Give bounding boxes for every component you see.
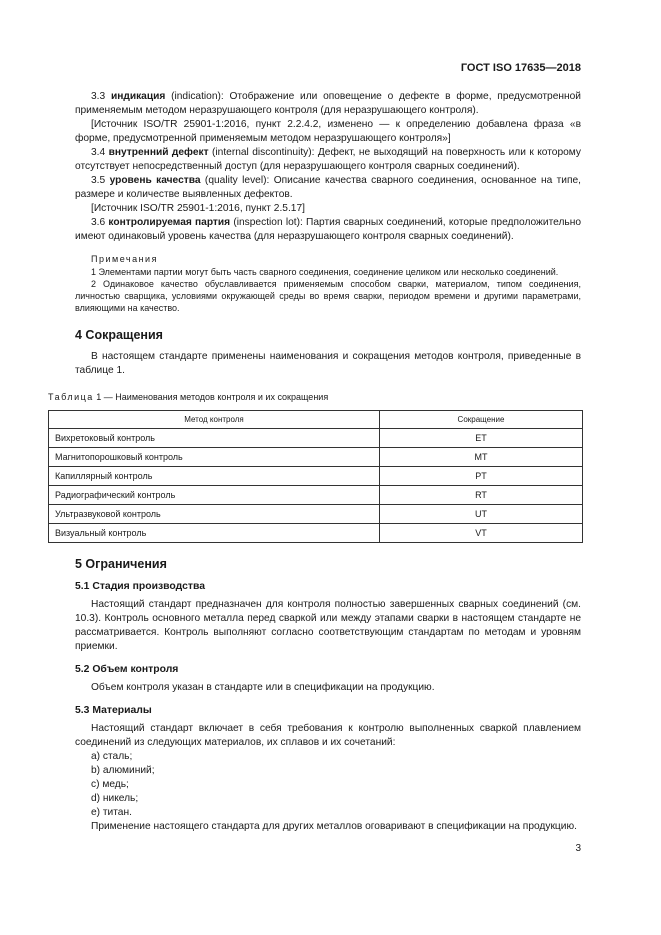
term-3-5: 3.5 уровень качества (quality level): Описание качества сварного соединения, основанное на типе, размере и количестве выявленных дефектов. xyxy=(75,175,581,200)
table-header-row xyxy=(49,411,583,429)
notes-heading: Примечания xyxy=(91,254,158,264)
section-5-3-tail: Применение настоящего стандарта для других металлов оговаривают в спецификации на продукцию. xyxy=(91,821,577,832)
table-row xyxy=(49,505,583,524)
table-row xyxy=(49,467,583,486)
section-5-3-text: Настоящий стандарт включает в себя требования к контролю выполненных сваркой плавлением соединений из следующих материалов, их сплавов и их сочетаний: xyxy=(75,723,581,748)
table-row xyxy=(49,486,583,505)
section-5-2-title: 5.2 Объем контроля xyxy=(75,664,179,675)
term-name: уровень качества xyxy=(109,175,201,186)
section-5-3-title: 5.3 Материалы xyxy=(75,705,152,716)
material-item: е) титан. xyxy=(91,807,132,818)
column-header: Метод контроля xyxy=(49,411,380,429)
section-4-title: 4 Сокращения xyxy=(75,328,163,342)
note-item: 1 Элементами партии могут быть часть сварного соединения, соединение целиком или несколько соединений. xyxy=(91,267,559,277)
section-5-title: 5 Ограничения xyxy=(75,557,167,571)
abbr-cell: UT xyxy=(380,505,583,524)
term-name: внутренний дефект xyxy=(108,147,209,158)
table-caption: Таблица 1 — Наименования методов контроля и их сокращения xyxy=(48,392,329,402)
abbr-cell: RT xyxy=(380,486,583,505)
material-item: b) алюминий; xyxy=(91,765,155,776)
method-cell: Магнитопорошковый контроль xyxy=(49,448,380,467)
term-name: индикация xyxy=(110,91,166,102)
method-cell: Капиллярный контроль xyxy=(49,467,380,486)
table-row xyxy=(49,524,583,543)
method-cell: Радиографический контроль xyxy=(49,486,380,505)
term-source: [Источник ISO/TR 25901-1:2016, пункт 2.5.17] xyxy=(91,203,305,214)
abbr-cell: MT xyxy=(380,448,583,467)
section-5-1-text: Настоящий стандарт предназначен для контроля полностью завершенных сварных соединений (см. 10.3). Контроль основного металла перед сваркой или между этапами сварки в настоящем стандарте не рассматривается. Контроль выполняют согласно соответствующим стандартам по методам и уровням приемки. xyxy=(75,599,581,652)
table-row xyxy=(49,429,583,448)
section-5-1-title: 5.1 Стадия производства xyxy=(75,581,205,592)
term-3-4: 3.4 внутренний дефект (internal discontinuity): Дефект, не выходящий на поверхность или к которому отсутствует непосредственный доступ (для неразрушающего контроля сварных соединений). xyxy=(75,147,581,172)
method-cell: Визуальный контроль xyxy=(49,524,380,543)
section-5-2-text: Объем контроля указан в стандарте или в спецификации на продукцию. xyxy=(91,682,435,693)
term-name: контролируемая партия xyxy=(108,217,231,228)
section-4-text: В настоящем стандарте применены наименования и сокращения методов контроля, приведенные в таблице 1. xyxy=(75,351,581,376)
method-cell: Ультразвуковой контроль xyxy=(49,505,380,524)
material-item: d) никель; xyxy=(91,793,139,804)
abbr-cell: PT xyxy=(380,467,583,486)
material-item: с) медь; xyxy=(91,779,129,790)
page-number: 3 xyxy=(575,843,581,854)
abbr-cell: ET xyxy=(380,429,583,448)
column-header: Сокращение xyxy=(380,411,583,429)
term-3-3: 3.3 индикация (indication): Отображение или оповещение о дефекте в форме, предусмотренной применяемым методом неразрушающего контроля (для неразрушающего контроля). xyxy=(75,91,581,116)
standard-code: ГОСТ ISO 17635—2018 xyxy=(460,62,581,74)
note-item: 2 Одинаковое качество обуславливается применяемым способом сварки, материалом, типом соединения, личностью сварщика, условиями окружающей среды во время сварки, периодом времени и другими параметрами, влияющими на качество. xyxy=(75,279,581,313)
material-item: а) сталь; xyxy=(91,751,133,762)
term-3-6: 3.6 контролируемая партия (inspection lot): Партия сварных соединений, которые предположительно имеют одинаковый уровень качества (для неразрушающего контроля сварных соединений). xyxy=(75,217,581,242)
methods-table xyxy=(48,410,583,543)
table-row xyxy=(49,448,583,467)
method-cell: Вихретоковый контроль xyxy=(49,429,380,448)
page-content xyxy=(48,90,581,834)
term-source: [Источник ISO/TR 25901-1:2016, пункт 2.2.4.2, изменено — к определению добавлена фраза «в форме, предусмотренной применяемым методом неразрушающего контроля»] xyxy=(75,119,581,144)
abbr-cell: VT xyxy=(380,524,583,543)
